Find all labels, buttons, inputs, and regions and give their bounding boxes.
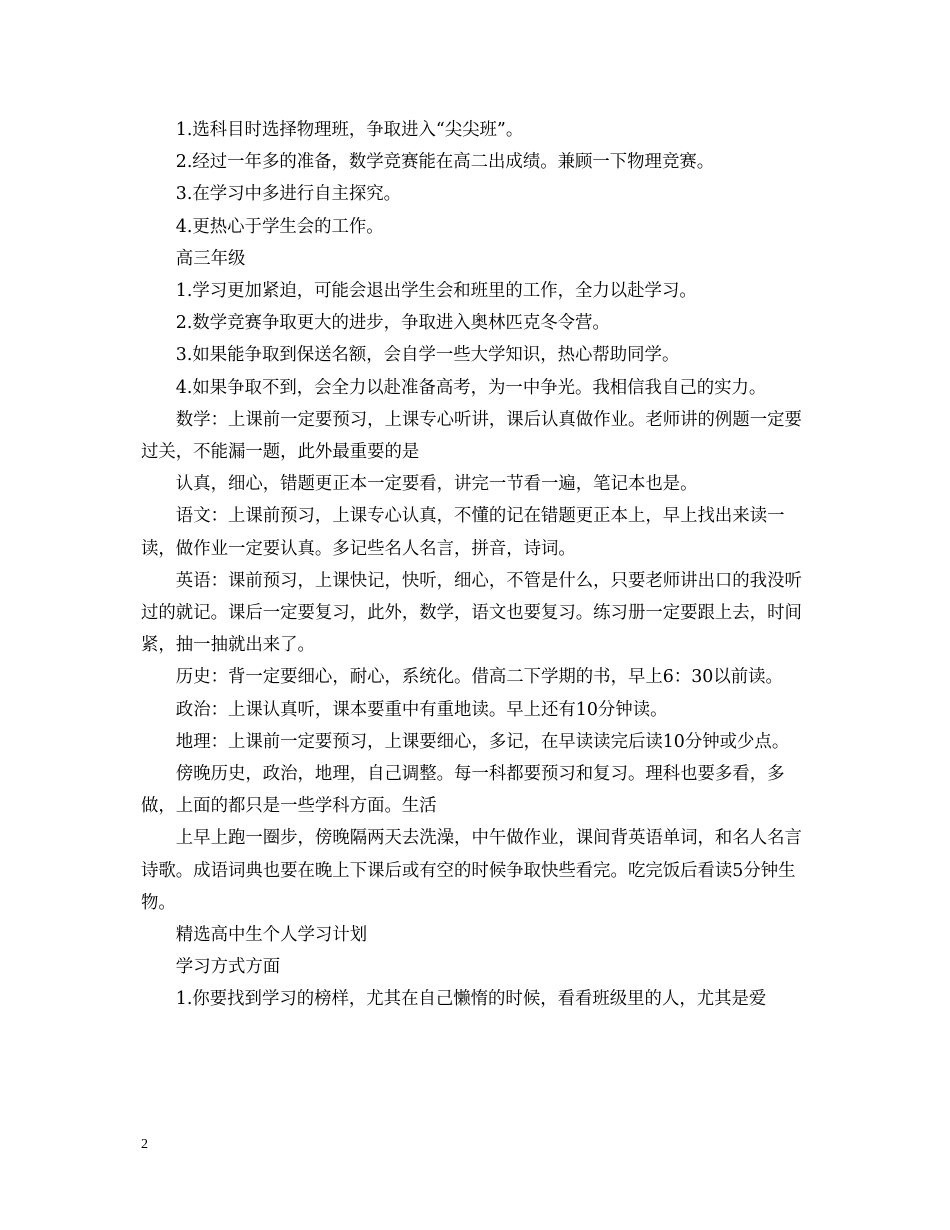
paragraph: 4.如果争取不到，会全力以赴准备高考，为一中争光。我相信我自己的实力。 (175, 377, 767, 398)
page-number: 2 (141, 1137, 148, 1152)
paragraph: 2.经过一年多的准备，数学竞赛能在高二出成绩。兼顾一下物理竞赛。 (175, 152, 715, 173)
paragraph: 1.学习更加紧迫，可能会退出学生会和班里的工作，全力以赴学习。 (175, 281, 697, 302)
paragraph: 3.在学习中多进行自主探究。 (175, 184, 402, 205)
paragraph: 2.数学竞赛争取更大的进步，争取进入奥林匹克冬令营。 (175, 313, 610, 334)
paragraph: 傍晚历史，政治，地理，自己调整。每一科都要预习和复习。理科也要多看，多做，上面的都只是一些学科方面。生活 (141, 764, 785, 817)
paragraph: 语文：上课前预习，上课专心认真，不懂的记在错题更正本上，早上找出来读一读，做作业一定要认真。多记些名人名言，拼音，诗词。 (141, 506, 785, 559)
paragraph: 1.你要找到学习的榜样，尤其在自己懒惰的时候，看看班级里的人，尤其是爱 (175, 989, 767, 1010)
paragraph: 认真，细心，错题更正本一定要看，讲完一节看一遍，笔记本也是。 (175, 474, 698, 495)
paragraph: 数学：上课前一定要预习，上课专心听讲，课后认真做作业。老师讲的例题一定要过关，不能漏一题，此外最重要的是 (141, 409, 802, 463)
section-heading: 高三年级 (175, 248, 246, 269)
paragraph: 1.选科目时选择物理班，争取进入“尖尖班”。 (175, 120, 524, 140)
paragraph: 上早上跑一圈步，傍晚隔两天去洗澡，中午做作业，课间背英语单词，和名人名言诗歌。成语词典也要在晚上下课后或有空的时候争取快些看完。吃完饭后看读5分钟生物。 (141, 828, 802, 913)
section-heading: 学习方式方面 (175, 957, 281, 978)
document-body (141, 114, 816, 1016)
paragraph: 历史：背一定要细心，耐心，系统化。借高二下学期的书，早上6：30以前读。 (175, 667, 783, 688)
paragraph: 地理：上课前一定要预习，上课要细心，多记，在早读读完后读10分钟或少点。 (175, 731, 790, 752)
paragraph: 政治：上课认真听，课本要重中有重地读。早上还有10分钟读。 (175, 699, 668, 720)
paragraph: 英语：课前预习，上课快记，快听，细心，不管是什么，只要老师讲出口的我没听过的就记。课后一定要复习，此外，数学，语文也要复习。练习册一定要跟上去，时间紧，抽一抽就出来了。 (141, 570, 802, 656)
section-heading: 精选高中生个人学习计划 (175, 925, 368, 946)
paragraph: 4.更热心于学生会的工作。 (175, 216, 384, 237)
paragraph: 3.如果能争取到保送名额，会自学一些大学知识，热心帮助同学。 (175, 345, 680, 366)
